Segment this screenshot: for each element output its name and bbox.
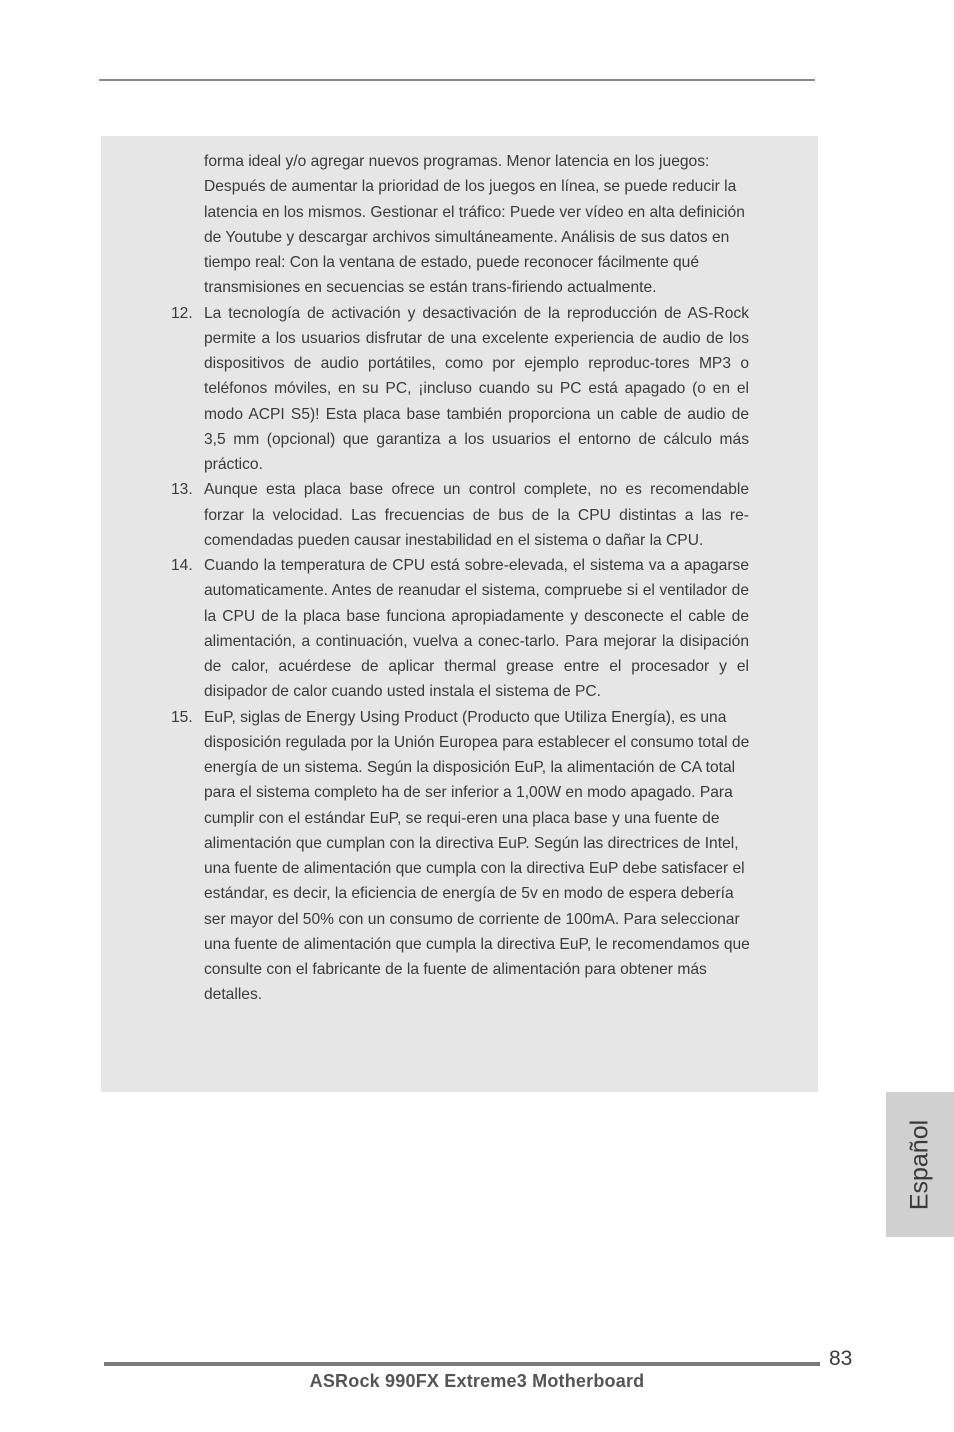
bottom-rule xyxy=(104,1362,820,1366)
top-rule xyxy=(99,79,815,81)
notes-list xyxy=(101,149,818,1008)
note-number: 12. xyxy=(171,304,193,322)
note-item-14 xyxy=(101,553,818,705)
note-text: La tecnología de activación y desactivación de la reproducción de AS-Rock permite a los usuarios disfrutar de una excelente experiencia de audio de los dispositivos de audio portátiles, como por ejemplo reproduc-tores MP3 o teléfonos móviles, en su PC, ¡incluso cuando su PC está apagado (o en el modo ACPI S5)! Esta placa base también proporciona un cable de audio de 3,5 mm (opcional) que garantiza a los usuarios el entorno de cálculo más práctico. xyxy=(204,304,749,473)
notes-box xyxy=(101,136,818,1092)
note-number: 14. xyxy=(171,557,193,574)
page-number: 83 xyxy=(829,1347,853,1370)
note-text: Aunque esta placa base ofrece un control complete, no es recomendable forzar la velocidad. Las frecuencias de bus de la CPU distintas a las re-comendadas pueden causar inestabilidad en el sistema o dañar la CPU. xyxy=(204,481,749,549)
language-tab xyxy=(886,1092,954,1237)
note-item-15 xyxy=(101,705,818,1008)
note-continuation-text: forma ideal y/o agregar nuevos programas. Menor latencia en los juegos: Después de aumentar la prioridad de los juegos en línea, se puede reducir la latencia en los mismos. Gestionar el tráfico: Puede ver vídeo en alta definición de Youtube y descargar archivos simultáneamente. Análisis de sus datos en tiempo real: Con la ventana de estado, puede reconocer fácilmente qué transmisiones en secuencias se están trans-firiendo actualmente. xyxy=(204,153,745,297)
language-tab-label: Español xyxy=(905,1119,934,1210)
note-number: 15. xyxy=(171,708,193,726)
note-item-12 xyxy=(101,301,818,478)
footer-title: ASRock 990FX Extreme3 Motherboard xyxy=(309,1371,645,1391)
note-text: EuP, siglas de Energy Using Product (Producto que Utiliza Energía), es una disposición regulada por la Unión Europea para establecer el consumo total de energía de un sistema. Según la disposición EuP, la alimentación de CA total para el sistema completo ha de ser inferior a 1,00W en modo apagado. Para cumplir con el estándar EuP, se requi-eren una placa base y una fuente de alimentación que cumplan con la directiva EuP. Según las directrices de Intel, una fuente de alimentación que cumpla con la directiva EuP debe satisfacer el estándar, es decir, la eficiencia de energía de 5v en modo de espera debería ser mayor del 50% con un consumo de corriente de 100mA. Para seleccionar una fuente de alimentación que cumpla la directiva EuP, le recomendamos que consulte con el fabricante de la fuente de alimentación para obtener más detalles. xyxy=(204,708,750,1004)
note-text: Cuando la temperatura de CPU está sobre-elevada, el sistema va a apagarse automaticamente. Antes de reanudar el sistema, compruebe si el ventilador de la CPU de la placa base funciona apropiadamente y desconecte el cable de alimentación, a continuación, vuelva a conec-tarlo. Para mejorar la disipación de calor, acuérdese de aplicar thermal grease entre el procesador y el disipador de calor cuando usted instala el sistema de PC. xyxy=(204,557,749,701)
note-item-13 xyxy=(101,477,818,553)
note-continuation xyxy=(101,149,818,301)
note-number: 13. xyxy=(171,481,193,499)
